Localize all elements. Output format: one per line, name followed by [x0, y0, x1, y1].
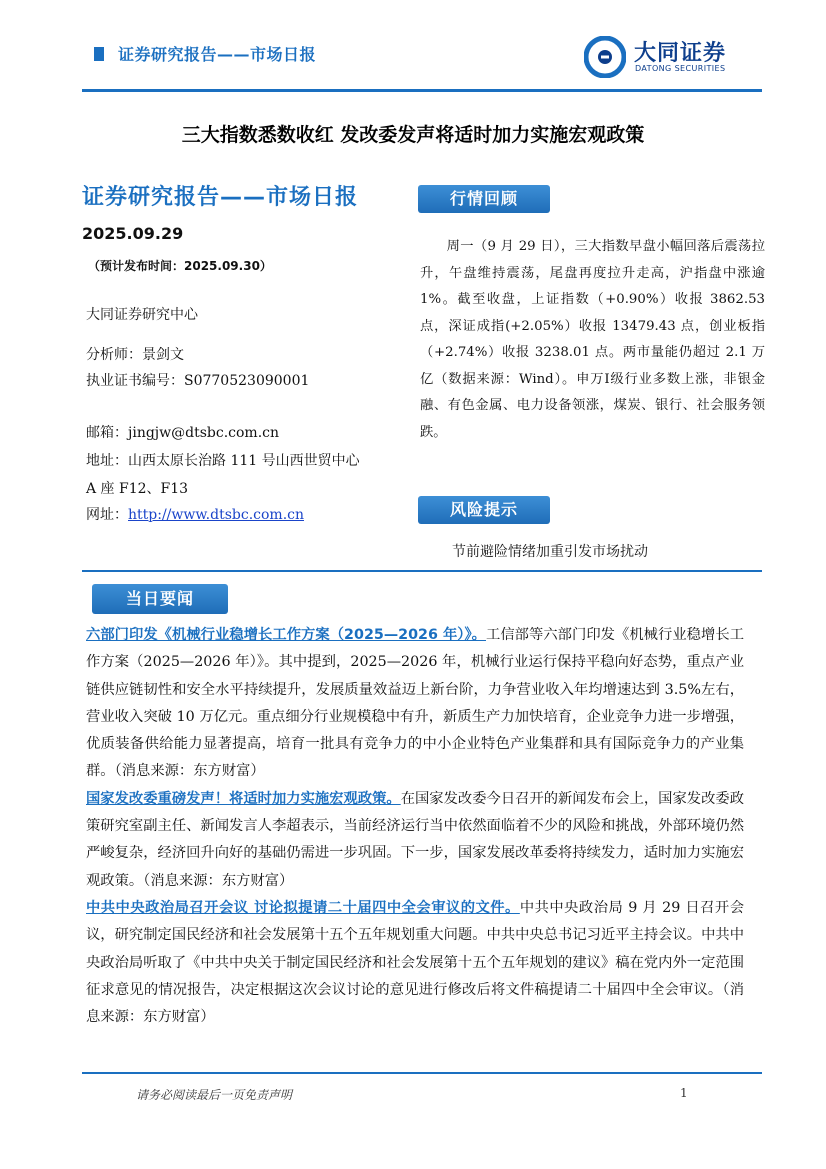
website-link[interactable]: http://www.dtsbc.com.cn [128, 507, 304, 523]
news-body: 中共中央政治局 9 月 29 日召开会议，研究制定国民经济和社会发展第十五个五年规划重大问题。中共中央总书记习近平主持会议。中共中央政治局听取了《中共中央关于制定国民经济和社会发展第十五个五年规划的建议》稿在党内外一定范围征求意见的情况报告，决定根据这次会议讨论的意见进行修改后将文件稿提请二十届四中全会审议。（消息来源：东方财富） [86, 899, 744, 1026]
news-item [86, 895, 744, 1031]
research-org: 大同证券研究中心 [86, 307, 198, 323]
logo-text-en: DATONG SECURITIES [635, 64, 726, 73]
footer-divider [82, 1072, 762, 1074]
market-review-text: 周一（9 月 29 日），三大指数早盘小幅回落后震荡拉升，午盘维持震荡，尾盘再度拉升走高，沪指盘中涨逾 1%。截至收盘，上证指数（+0.90%）收报 3862.53 点，深证成指(+2.05%）收报 13479.43 点，创业板指（+2.74%）收报 3238.01 点。两市量能仍超过 2.1 万亿（数据来源：Wind）。申万Ⅰ级行业多数上涨，非银金融、有色金属、电力设备领涨，煤炭、银行、社会服务领跌。 [420, 239, 765, 440]
website-label: 网址： [86, 507, 128, 523]
news-headline[interactable]: 六部门印发《机械行业稳增长工作方案（2025—2026 年）》。 [86, 627, 486, 643]
footer-disclaimer: 请务必阅读最后一页免责声明 [136, 1088, 293, 1102]
datong-logo-icon [584, 36, 626, 78]
news-list [86, 622, 744, 1031]
news-headline[interactable]: 国家发改委重磅发声！将适时加力实施宏观政策。 [86, 790, 401, 807]
news-item [86, 786, 744, 895]
cert-number: 执业证书编号：S0770523090001 [86, 373, 310, 389]
news-tag: 当日要闻 [92, 584, 228, 614]
news-item [86, 622, 744, 786]
company-logo [584, 36, 762, 78]
logo-text-cn: 大同证券 [634, 41, 727, 66]
news-headline[interactable]: 中共中央政治局召开会议 讨论拟提请二十届四中全会审议的文件。 [86, 899, 520, 916]
news-body: 在国家发改委今日召开的新闻发布会上，国家发改委政策研究室副主任、新闻发言人李超表示，当前经济运行当中依然面临着不少的风险和挑战，外部环境仍然严峻复杂，经济回升向好的基础仍需进一步巩固。下一步，国家发展改革委将持续发力，适时加力实施宏观政策。（消息来源：东方财富） [86, 790, 745, 889]
report-type: 证券研究报告——市场日报 [82, 185, 359, 210]
header-divider [82, 89, 762, 92]
address-line-2: A 座 F12、F13 [86, 481, 189, 497]
page-title: 三大指数悉数收红 发改委发声将适时加力实施宏观政策 [181, 124, 645, 146]
website [86, 504, 304, 524]
publish-time: （预计发布时间：2025.09.30） [88, 259, 272, 273]
section-divider [82, 570, 762, 572]
risk-text: 节前避险情绪加重引发市场扰动 [452, 544, 648, 560]
report-date: 2025.09.29 [82, 224, 184, 243]
analyst-name: 分析师：景剑文 [86, 347, 184, 363]
header-square-icon [94, 47, 104, 61]
address-line-1: 地址：山西太原长治路 111 号山西世贸中心 [86, 453, 360, 469]
email: 邮箱：jingjw@dtsbc.com.cn [86, 425, 279, 441]
page-header [82, 36, 762, 88]
header-title: 证券研究报告——市场日报 [118, 45, 317, 64]
risk-tag: 风险提示 [418, 496, 550, 524]
market-review-tag: 行情回顾 [418, 185, 550, 213]
news-body: 工信部等六部门印发《机械行业稳增长工作方案（2025—2026 年）》。其中提到，2025—2026 年，机械行业运行保持平稳向好态势，重点产业链供应链韧性和安全水平持续提升，发展质量效益迈上新台阶，力争营业收入年均增速达到 3.5%左右，营业收入突破 10 万亿元。重点细分行业规模稳中有升，新质生产力加快培育，企业竞争力进一步增强，优质装备供给能力显著提高，培育一批具有竞争力的中小企业特色产业集群和具有国际竞争力的产业集群。（消息来源：东方财富） [86, 627, 744, 780]
page-number: 1 [680, 1086, 688, 1100]
report-info [82, 180, 412, 523]
